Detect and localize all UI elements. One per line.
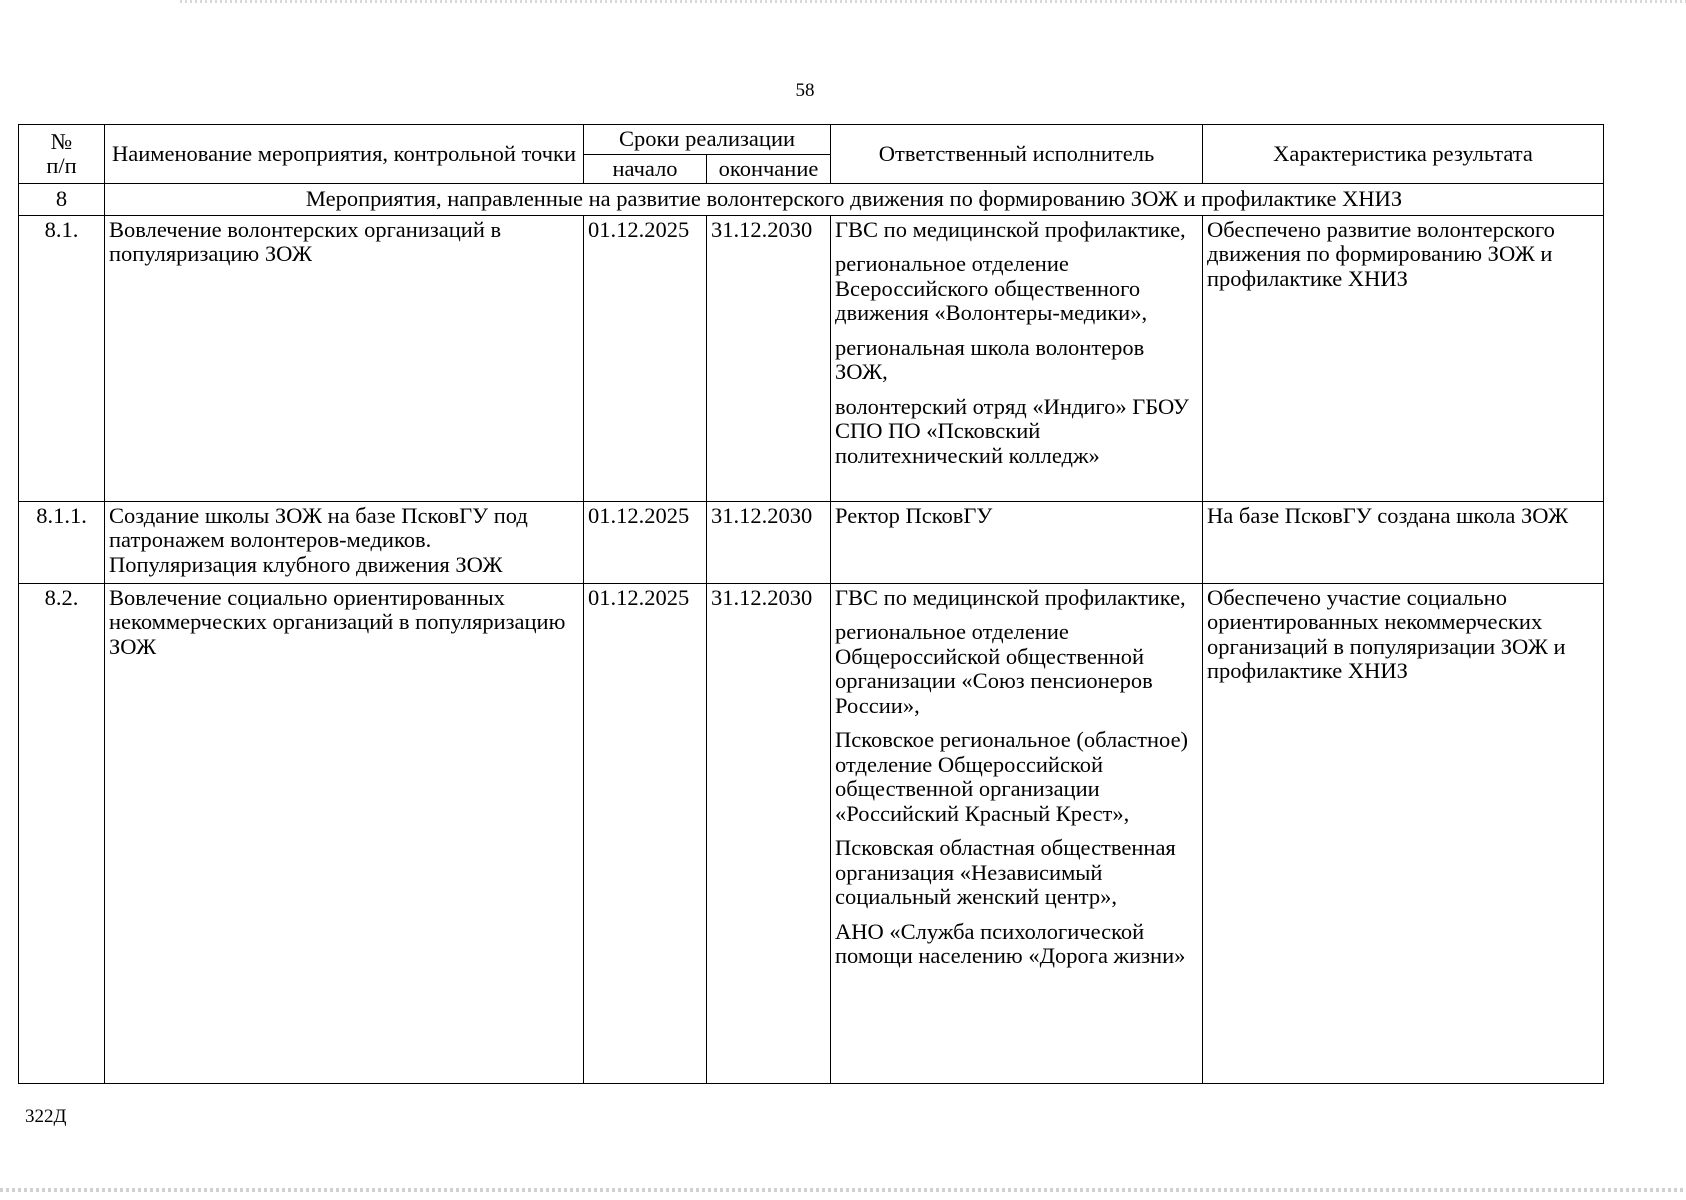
row-executors bbox=[831, 215, 1203, 501]
row-num: 8.2. bbox=[19, 583, 105, 1083]
executor-item: Псковская областная общественная организация «Независимый социальный женский центр», bbox=[835, 835, 1176, 909]
executor-item: Псковское региональное (областное) отделение Общероссийской общественной организации «Российский Красный Крест», bbox=[835, 727, 1189, 826]
executor-item: АНО «Служба психологической помощи населению «Дорога жизни» bbox=[835, 918, 1186, 968]
header-terms: Сроки реализации bbox=[584, 125, 831, 155]
header-start: начало bbox=[584, 154, 707, 184]
row-executors bbox=[831, 501, 1203, 583]
row-result: Обеспечено участие социально ориентированных некоммерческих организаций в популяризации ЗОЖ и профилактике ХНИЗ bbox=[1203, 583, 1604, 1083]
header-name: Наименование мероприятия, контрольной точки bbox=[105, 125, 584, 184]
document-code: 322Д bbox=[25, 1106, 67, 1127]
row-start-date: 01.12.2025 bbox=[584, 501, 707, 583]
header-end: окончание bbox=[707, 154, 831, 184]
row-end-date: 31.12.2030 bbox=[707, 583, 831, 1083]
row-start-date: 01.12.2025 bbox=[584, 215, 707, 501]
page-number: 58 bbox=[795, 80, 815, 101]
scan-edge-top bbox=[180, 0, 1686, 3]
row-end-date: 31.12.2030 bbox=[707, 501, 831, 583]
row-end-date: 31.12.2030 bbox=[707, 215, 831, 501]
row-result: На базе ПсковГУ создана школа ЗОЖ bbox=[1203, 501, 1604, 583]
row-name: Создание школы ЗОЖ на базе ПсковГУ под патронажем волонтеров-медиков. Популяризация клубного движения ЗОЖ bbox=[105, 501, 584, 583]
row-result: Обеспечено развитие волонтерского движения по формированию ЗОЖ и профилактике ХНИЗ bbox=[1203, 215, 1604, 501]
header-result: Характеристика результата bbox=[1203, 125, 1604, 184]
header-num: № п/п bbox=[19, 125, 105, 184]
row-name: Вовлечение волонтерских организаций в популяризацию ЗОЖ bbox=[105, 215, 584, 501]
section-row bbox=[19, 184, 1604, 216]
executor-item: региональное отделение Общероссийской общественной организации «Союз пенсионеров России», bbox=[835, 619, 1153, 718]
table-row bbox=[19, 501, 1604, 583]
executor-item: ГВС по медицинской профилактике, bbox=[835, 584, 1186, 610]
row-start-date: 01.12.2025 bbox=[584, 583, 707, 1083]
executor-item: ГВС по медицинской профилактике, bbox=[835, 216, 1186, 242]
executor-item: волонтерский отряд «Индиго» ГБОУ СПО ПО «Псковский политехнический колледж» bbox=[835, 393, 1189, 468]
row-num: 8.1.1. bbox=[19, 501, 105, 583]
section-num: 8 bbox=[19, 184, 105, 216]
header-executor: Ответственный исполнитель bbox=[831, 125, 1203, 184]
executor-item: Ректор ПсковГУ bbox=[835, 502, 993, 528]
executor-item: региональная школа волонтеров ЗОЖ, bbox=[835, 334, 1145, 384]
action-plan-table bbox=[18, 124, 1604, 1084]
section-title: Мероприятия, направленные на развитие волонтерского движения по формированию ЗОЖ и профилактике ХНИЗ bbox=[105, 184, 1604, 216]
row-num: 8.1. bbox=[19, 215, 105, 501]
row-name: Вовлечение социально ориентированных некоммерческих организаций в популяризацию ЗОЖ bbox=[105, 583, 584, 1083]
executor-item: региональное отделение Всероссийского общественного движения «Волонтеры-медики», bbox=[835, 251, 1148, 325]
table-row bbox=[19, 583, 1604, 1083]
row-executors bbox=[831, 583, 1203, 1083]
header-row bbox=[19, 125, 1604, 155]
table-row bbox=[19, 215, 1604, 501]
scan-edge-bottom bbox=[0, 1188, 1686, 1192]
